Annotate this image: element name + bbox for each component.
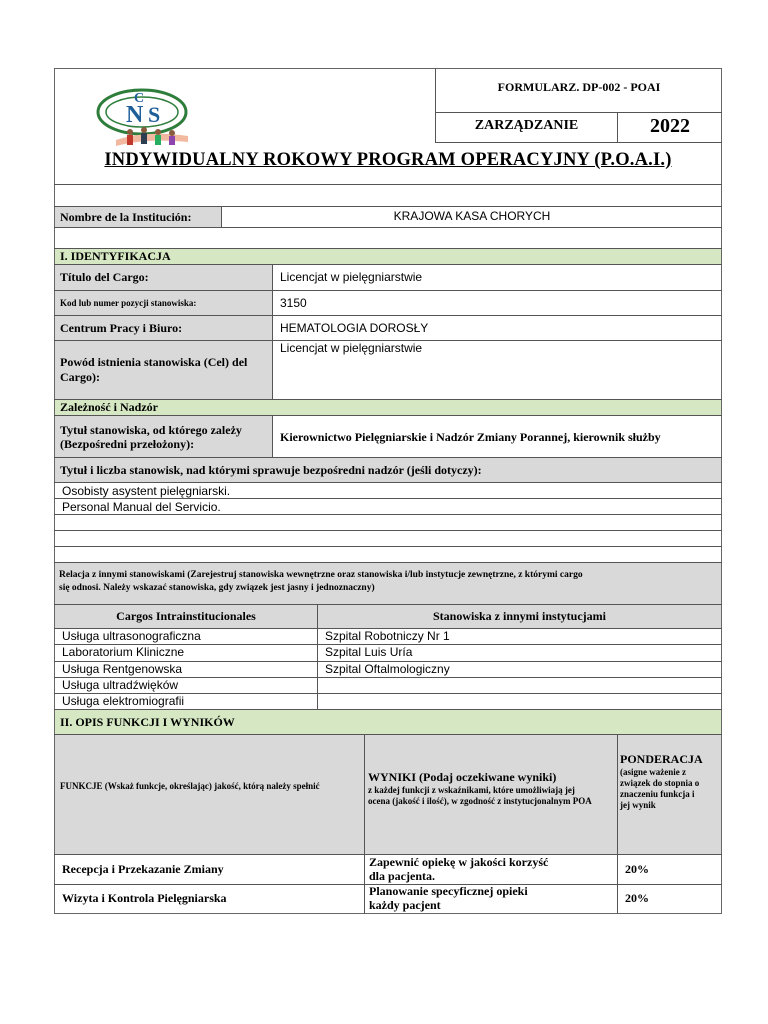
svg-text:N: N <box>126 102 144 128</box>
subordinate-item: Personal Manual del Servicio. <box>62 500 221 514</box>
internal-relation: Usługa ultrasonograficzna <box>62 629 201 643</box>
internal-relation: Usługa ultradźwięków <box>62 678 179 692</box>
weight-column-header <box>620 752 718 811</box>
year: 2022 <box>650 115 690 137</box>
functions-column-subtitle: (Wskaż funkcje, określając) jakość, którą należy spełnić <box>104 781 320 791</box>
internal-relation: Usługa Rentgenowska <box>62 662 183 676</box>
external-header: Stanowiska z innymi instytucjami <box>318 605 721 628</box>
external-relation: Szpital Robotniczy Nr 1 <box>325 629 450 643</box>
internal-relation: Usługa elektromiografii <box>62 694 185 708</box>
weight-column-subtitle: (asigne ważenie z związek do stopnia o znaczeniu funkcja i jej wynik <box>620 767 700 810</box>
svg-text:S: S <box>148 102 161 127</box>
functions-column-header <box>60 780 360 792</box>
work-center-value: HEMATOLOGIA DOROSŁY <box>280 321 429 335</box>
position-code-label: Kod lub numer pozycji stanowiska: <box>60 298 197 308</box>
superior-value: Kierownictwo Pielęgniarskie i Nadzór Zmiany Porannej, kierownik służby <box>280 430 661 444</box>
logo <box>96 86 194 150</box>
function-result: Planowanie specyficznej opieki każdy pacjent <box>369 884 528 912</box>
section-supervision-title: Zależność i Nadzór <box>55 400 721 415</box>
results-column-header <box>368 770 613 807</box>
external-relation: Szpital Luis Uría <box>325 645 413 659</box>
internal-header: Cargos Intrainstitucionales <box>55 605 317 628</box>
section-functions-title: II. OPIS FUNKCJI I WYNIKÓW <box>55 710 721 734</box>
work-center-label: Centrum Pracy i Biuro: <box>60 320 183 335</box>
superior-label: Tytuł stanowiska, od którego zależy (Bezpośredni przełożony): <box>55 416 272 457</box>
function-result: Zapewnić opiekę w jakości korzyść dla pacjenta. <box>369 855 549 883</box>
function-name: Recepcja i Przekazanie Zmiany <box>62 862 224 876</box>
section-identification-title: I. IDENTYFIKACJA <box>55 249 721 264</box>
job-title-label: Título del Cargo: <box>60 270 149 284</box>
weight-column-title: PONDERACJA <box>620 752 703 766</box>
function-weight: 20% <box>625 862 649 876</box>
results-column-title: WYNIKI (Podaj oczekiwane wyniki) <box>368 770 557 784</box>
subordinate-item: Osobisty asystent pielęgniarski. <box>62 484 231 498</box>
position-purpose-label: Powód istnienia stanowiska (Cel) del Cargo): <box>60 355 248 384</box>
function-name: Wizyta i Kontrola Pielęgniarska <box>62 891 227 905</box>
results-column-subtitle: z każdej funkcji z wskaźnikami, które umożliwiają jej ocena (jakość i ilość), w zgodność z instytucjonalnym POA <box>368 785 592 806</box>
job-title-value: Licencjat w pielęgniarstwie <box>280 270 423 284</box>
form-code: FORMULARZ. DP-002 - POAI <box>497 80 661 94</box>
function-weight: 20% <box>625 891 649 905</box>
management-label: ZARZĄDZANIE <box>474 118 579 133</box>
position-purpose-value: Licencjat w pielęgniarstwie <box>280 341 423 355</box>
institution-label: Nombre de la Institución: <box>55 207 221 227</box>
subordinates-label: Tytuł i liczba stanowisk, nad którymi sprawuje bezpośredni nadzór (jeśli dotyczy): <box>55 458 721 482</box>
cns-logo-icon <box>96 86 194 150</box>
institution-value: KRAJOWA KASA CHORYCH <box>393 209 551 223</box>
internal-relation: Laboratorium Kliniczne <box>62 645 185 659</box>
functions-column-title: FUNKCJE <box>60 781 103 791</box>
external-relation: Szpital Oftalmologiczny <box>325 662 450 676</box>
position-code-value: 3150 <box>280 296 307 310</box>
page-title: INDYWIDUALNY ROKOWY PROGRAM OPERACYJNY (P.O.A.I.) <box>104 150 672 170</box>
svg-text:C: C <box>134 91 145 106</box>
relations-note: Relacja z innymi stanowiskami (Zarejestruj stanowiska wewnętrzne oraz stanowiska i/lub instytucje zewnętrzne, z którymi cargo się odnosi. Należy wskazać stanowiska, gdy związek jest jasny i jednoznaczny) <box>55 563 721 604</box>
